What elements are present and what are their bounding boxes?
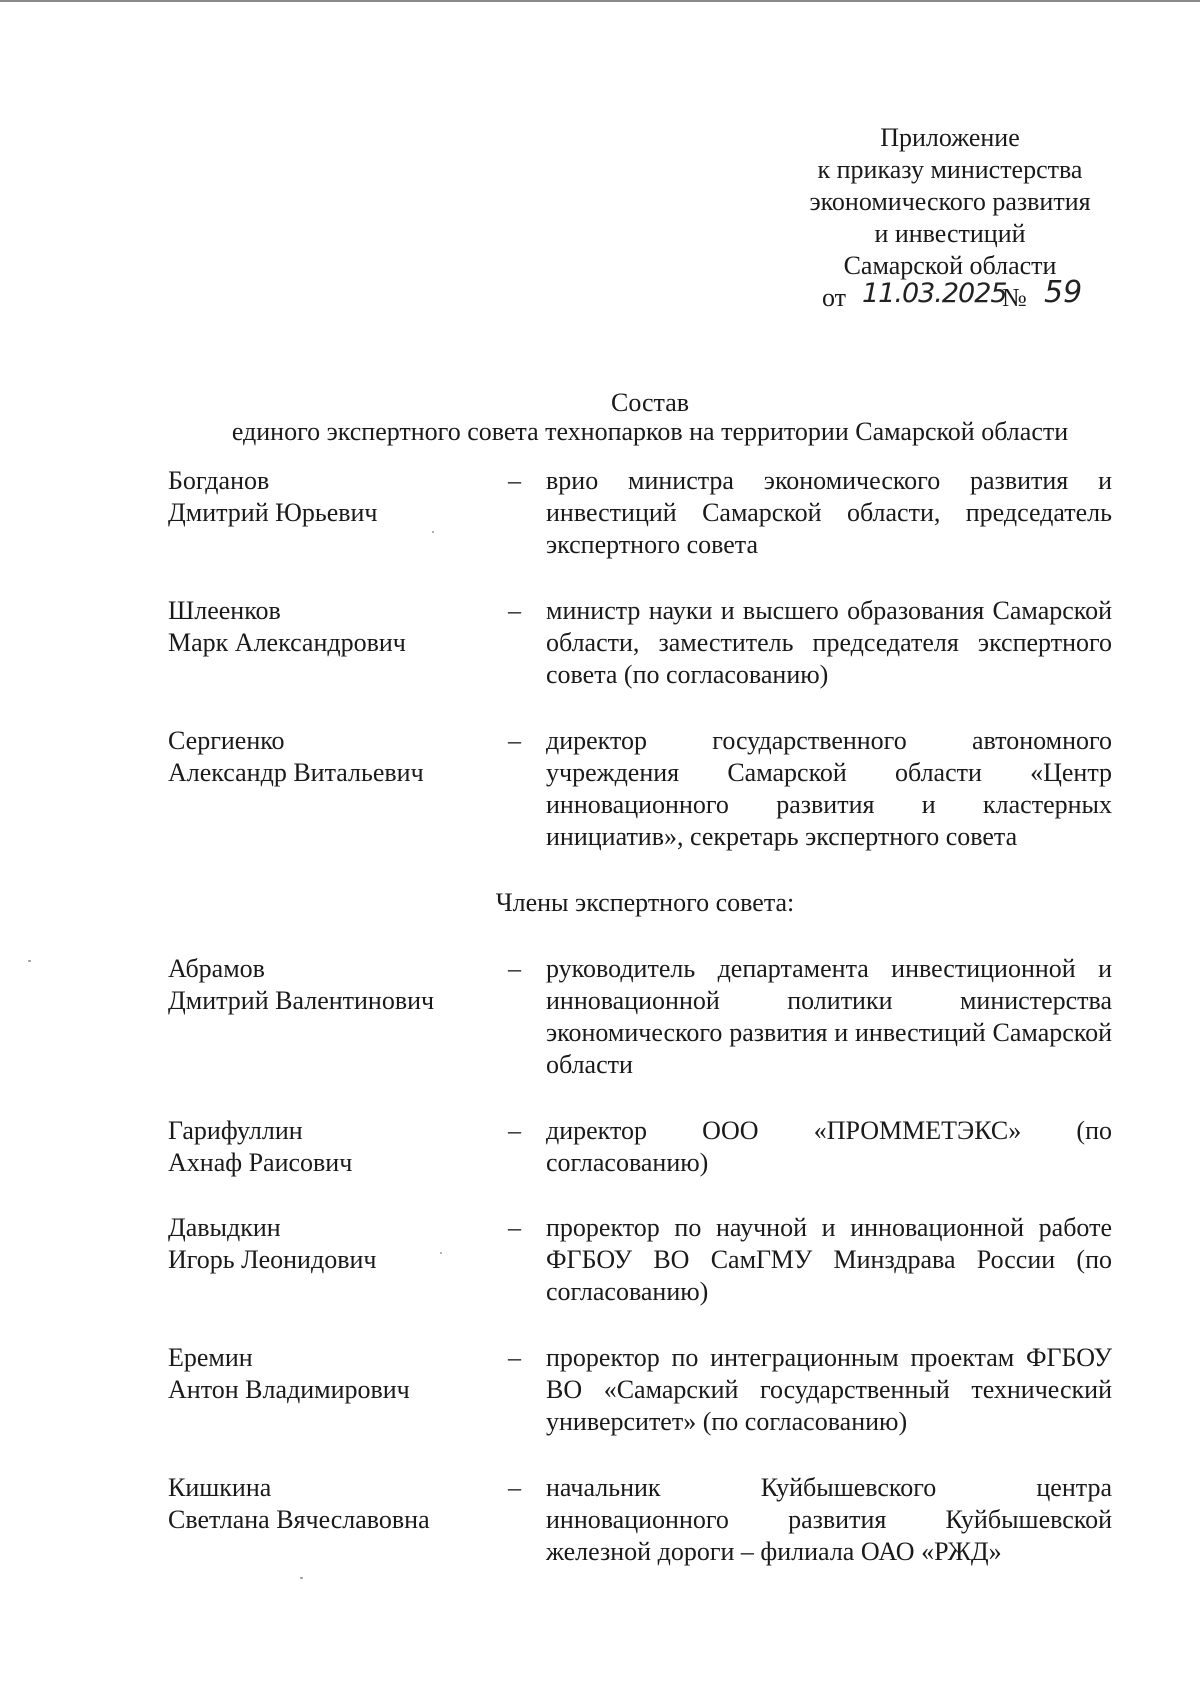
order-reference [770, 275, 1130, 322]
handwritten-order-date: 11.03.2025 [862, 278, 1007, 309]
document-subtitle: единого экспертного совета технопарков на территории Самарской области [231, 417, 1069, 446]
members-heading: Члены экспертного совета: [495, 888, 795, 917]
handwritten-order-number: 59 [1044, 275, 1083, 310]
scan-speck [432, 531, 434, 533]
person-role: врио министра экономического развития и инвестиций Самарской области, председатель экспертного совета [546, 466, 1112, 559]
person-surname: Кишкина [168, 1473, 272, 1502]
person-role: министр науки и высшего образования Самарской области, заместитель председателя экспертного совета (по согласованию) [546, 596, 1112, 689]
appendix-line: Приложение [880, 123, 1020, 152]
person-surname: Еремин [168, 1343, 253, 1372]
person-given-names: Дмитрий Валентинович [168, 986, 435, 1015]
person-role: начальник Куйбышевского центра инновационного развития Куйбышевской железной дороги – филиала ОАО «РЖД» [546, 1473, 1112, 1566]
person-surname: Богданов [168, 466, 270, 495]
person-role: директор государственного автономного учреждения Самарской области «Центр инновационного развития и кластерных инициатив», секретарь экспертного совета [546, 726, 1112, 851]
document-title: Состав [610, 388, 690, 417]
appendix-line: и инвестиций [874, 219, 1026, 248]
person-name [168, 725, 508, 789]
person-given-names: Ахнаф Раисович [168, 1148, 353, 1177]
person-name [168, 953, 508, 1017]
person-given-names: Игорь Леонидович [168, 1245, 377, 1274]
separator-dash: – [508, 1343, 521, 1372]
separator-dash: – [508, 1473, 521, 1502]
person-given-names: Дмитрий Юрьевич [168, 498, 378, 527]
person-name [168, 1212, 508, 1276]
scan-speck [440, 1252, 442, 1254]
separator-dash: – [508, 596, 521, 625]
person-role: директор ООО «ПРОММЕТЭКС» (по согласованию) [546, 1116, 1112, 1177]
order-prefix: от [822, 283, 847, 312]
order-number-sign: № [1002, 283, 1027, 312]
page-top-edge [0, 0, 1200, 2]
separator-dash: – [508, 954, 521, 983]
person-role: проректор по интеграционным проектам ФГБОУ ВО «Самарский государственный технический университет» (по согласованию) [546, 1343, 1112, 1436]
person-surname: Давыдкин [168, 1213, 281, 1242]
appendix-header [770, 122, 1130, 322]
person-name [168, 595, 508, 659]
person-name [168, 1472, 508, 1536]
separator-dash: – [508, 1116, 521, 1145]
person-surname: Гарифуллин [168, 1116, 303, 1145]
separator-dash: – [508, 466, 521, 495]
person-surname: Шлеенков [168, 596, 281, 625]
appendix-line: экономического развития [809, 187, 1091, 216]
person-given-names: Марк Александрович [168, 628, 406, 657]
appendix-line: Самарской области [843, 251, 1057, 280]
person-role: проректор по научной и инновационной работе ФГБОУ ВО СамГМУ Минздрава России (по согласованию) [546, 1213, 1112, 1306]
appendix-line: к приказу министерства [817, 155, 1083, 184]
separator-dash: – [508, 1213, 521, 1242]
separator-dash: – [508, 726, 521, 755]
person-role: руководитель департамента инвестиционной и инновационной политики министерства экономического развития и инвестиций Самарской области [546, 954, 1112, 1079]
person-name [168, 1115, 508, 1179]
person-surname: Сергиенко [168, 726, 285, 755]
person-given-names: Антон Владимирович [168, 1375, 410, 1404]
person-given-names: Александр Витальевич [168, 758, 424, 787]
person-name [168, 1342, 508, 1406]
scan-speck [300, 1577, 303, 1579]
scan-speck [28, 960, 31, 962]
person-given-names: Светлана Вячеславовна [168, 1505, 430, 1534]
person-name [168, 465, 508, 529]
person-surname: Абрамов [168, 954, 265, 983]
